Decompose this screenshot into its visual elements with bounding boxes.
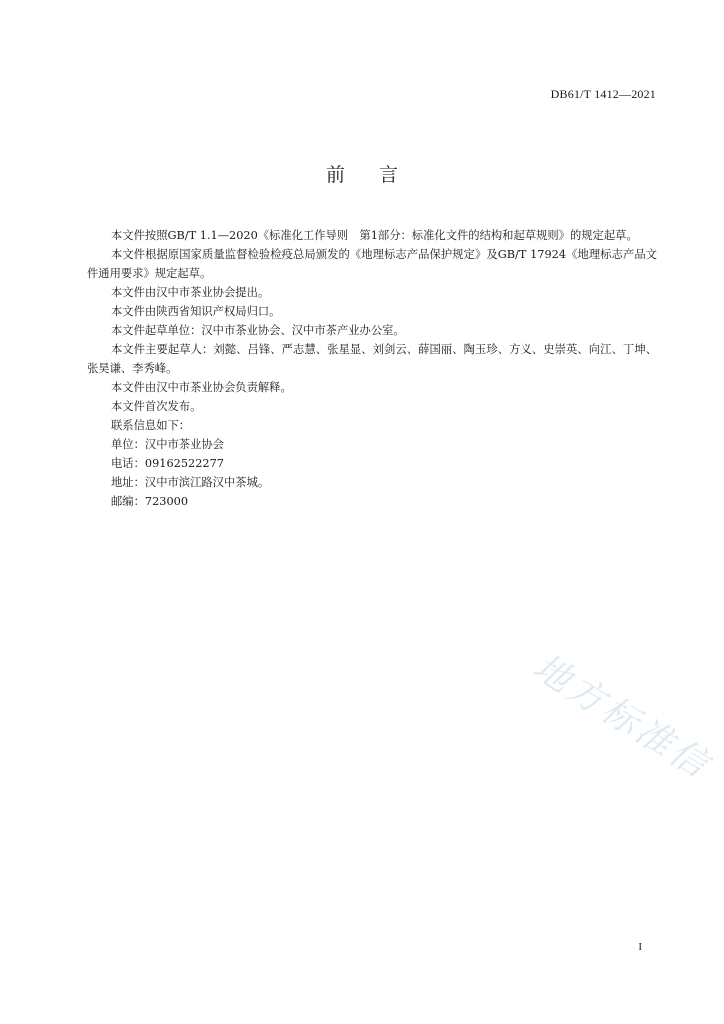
paragraph: 本文件根据原国家质量监督检验检疫总局颁发的《地理标志产品保护规定》及GB/T 17924《地理标志产品文件通用要求》规定起草。 bbox=[87, 248, 657, 280]
page-number: I bbox=[638, 941, 642, 953]
paragraph: 本文件按照GB/T 1.1—2020《标准化工作导则 第1部分：标准化文件的结构和起草规则》的规定起草。 bbox=[111, 229, 638, 242]
paragraph: 本文件起草单位：汉中市茶业协会、汉中市茶产业办公室。 bbox=[111, 324, 405, 337]
contact-address: 地址：汉中市滨江路汉中茶城。 bbox=[111, 476, 270, 489]
watermark: 地方标准信 bbox=[526, 646, 718, 788]
contact-phone: 电话：09162522277 bbox=[111, 457, 224, 470]
paragraph: 本文件首次发布。 bbox=[111, 400, 202, 413]
paragraph: 本文件由汉中市茶业协会负责解释。 bbox=[111, 381, 292, 394]
paragraph: 本文件由陕西省知识产权局归口。 bbox=[111, 305, 281, 318]
contact-unit: 单位：汉中市茶业协会 bbox=[111, 438, 224, 451]
contact-postcode: 邮编：723000 bbox=[111, 495, 189, 508]
foreword-body bbox=[87, 226, 657, 511]
paragraph: 本文件由汉中市茶业协会提出。 bbox=[111, 286, 270, 299]
page-title: 前言 bbox=[325, 164, 432, 186]
contact-heading: 联系信息如下： bbox=[111, 419, 191, 432]
document-code: DB61/T 1412—2021 bbox=[550, 87, 656, 101]
paragraph: 本文件主要起草人：刘懿、吕锋、严志慧、张星显、刘剑云、薛国丽、陶玉珍、方义、史崇英、向江、丁坤、张昊谦、李秀峰。 bbox=[87, 343, 657, 375]
